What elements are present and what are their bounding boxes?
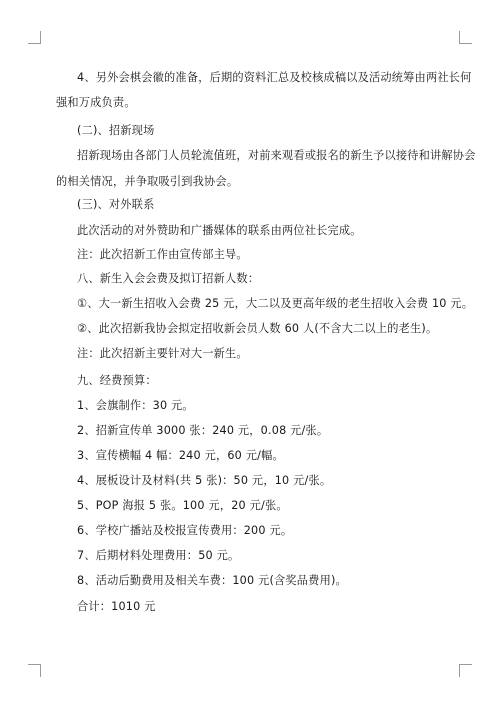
budget-item: 1、会旗制作：30 元。 [77,399,194,412]
section-heading: (三)、对外联系 [77,198,155,211]
text-line: 的相关情况，并争取吸引到我协会。 [56,175,239,188]
text-line: 此次活动的对外赞助和广播媒体的联系由两位社长完成。 [77,224,362,237]
budget-item: 6、学校广播站及校报宣传费用：200 元。 [77,524,293,537]
text-line: ①、大一新生招收入会费 25 元，大二以及更高年级的老生招收入会费 10 元。 [77,297,474,310]
budget-item: 7、后期材料处理费用：50 元。 [77,549,240,562]
budget-item: 4、展板设计及材料(共 5 张)：50 元，10 元/张。 [77,474,332,487]
note-line: 注：此次招新主要针对大一新生。 [77,347,248,360]
budget-item: 5、POP 海报 5 张。100 元，20 元/张。 [77,499,288,512]
budget-item: 2、招新宣传单 3000 张：240 元，0.08 元/张。 [77,424,329,437]
budget-item: 8、活动后勤费用及相关车费：100 元(含奖品费用)。 [77,574,347,587]
crop-mark-bottom-right [459,664,472,677]
text-line: ②、此次招新我协会拟定招收新会员人数 60 人(不含大二以上的老生)。 [77,322,438,335]
section-heading: 九、经费预算： [77,374,157,387]
text-line: 4、另外会棋会徽的准备，后期的资料汇总及校核成稿以及活动统筹由两社长何 [77,71,472,84]
text-line: 招新现场由各部门人员轮流值班，对前来观看或报名的新生予以接待和讲解协会 [77,149,476,162]
crop-mark-top-left [28,31,41,44]
crop-mark-bottom-left [28,664,41,677]
total-line: 合计：1010 元 [77,600,156,613]
crop-mark-top-right [459,31,472,44]
budget-item: 3、宣传横幅 4 幅：240 元，60 元/幅。 [77,449,284,462]
note-line: 注：此次招新工作由宣传部主导。 [77,248,248,261]
section-heading: (二)、招新现场 [77,124,155,137]
text-line: 强和万成负责。 [56,96,136,109]
section-heading: 八、新生入会会费及拟订招新人数： [77,272,260,285]
